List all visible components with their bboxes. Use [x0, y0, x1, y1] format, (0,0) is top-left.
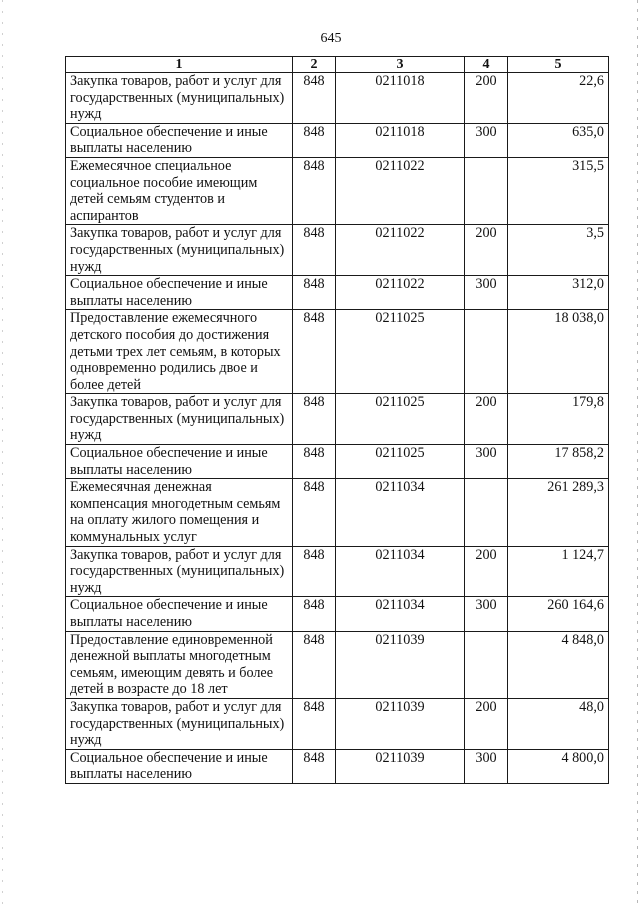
- cell-target-article: 0211034: [336, 479, 465, 546]
- cell-name: Закупка товаров, работ и услуг для государственных (муниципальных) нужд: [66, 698, 293, 749]
- table-row: [66, 631, 609, 698]
- cell-target-article: 0211039: [336, 631, 465, 698]
- cell-target-article: 0211022: [336, 225, 465, 276]
- cell-admin-code: 848: [293, 394, 336, 445]
- cell-expense-type: 300: [465, 445, 508, 479]
- cell-expense-type: [465, 479, 508, 546]
- cell-amount: 315,5: [508, 157, 609, 224]
- cell-expense-type: 300: [465, 276, 508, 310]
- cell-name: Закупка товаров, работ и услуг для государственных (муниципальных) нужд: [66, 546, 293, 597]
- header-col-4: 4: [465, 57, 508, 73]
- cell-target-article: 0211025: [336, 394, 465, 445]
- cell-name: Закупка товаров, работ и услуг для государственных (муниципальных) нужд: [66, 225, 293, 276]
- cell-name: Предоставление единовременной денежной выплаты многодетным семьям, имеющим девять и более детей в возрасте до 18 лет: [66, 631, 293, 698]
- table-row: [66, 157, 609, 224]
- cell-name: Предоставление ежемесячного детского пособия до достижения детьми трех лет семьям, в которых одновременно родились двое и более детей: [66, 310, 293, 394]
- cell-amount: 260 164,6: [508, 597, 609, 631]
- cell-expense-type: [465, 631, 508, 698]
- cell-admin-code: 848: [293, 479, 336, 546]
- cell-amount: 1 124,7: [508, 546, 609, 597]
- cell-admin-code: 848: [293, 310, 336, 394]
- cell-target-article: 0211018: [336, 73, 465, 124]
- cell-target-article: 0211022: [336, 157, 465, 224]
- header-col-3: 3: [336, 57, 465, 73]
- page-number: 645: [320, 31, 342, 46]
- cell-amount: 22,6: [508, 73, 609, 124]
- cell-amount: 3,5: [508, 225, 609, 276]
- table-row: [66, 394, 609, 445]
- cell-amount: 48,0: [508, 698, 609, 749]
- header-col-1: 1: [66, 57, 293, 73]
- table-row: [66, 310, 609, 394]
- table-row: [66, 479, 609, 546]
- cell-admin-code: 848: [293, 225, 336, 276]
- table-row: [66, 445, 609, 479]
- cell-admin-code: 848: [293, 631, 336, 698]
- cell-target-article: 0211039: [336, 698, 465, 749]
- cell-admin-code: 848: [293, 597, 336, 631]
- cell-admin-code: 848: [293, 698, 336, 749]
- cell-admin-code: 848: [293, 546, 336, 597]
- cell-name: Социальное обеспечение и иные выплаты населению: [66, 749, 293, 783]
- cell-amount: 4 848,0: [508, 631, 609, 698]
- cell-target-article: 0211018: [336, 123, 465, 157]
- budget-table: [65, 56, 609, 784]
- table-row: [66, 698, 609, 749]
- cell-admin-code: 848: [293, 276, 336, 310]
- cell-name: Закупка товаров, работ и услуг для государственных (муниципальных) нужд: [66, 73, 293, 124]
- table-row: [66, 597, 609, 631]
- cell-target-article: 0211034: [336, 597, 465, 631]
- cell-name: Социальное обеспечение и иные выплаты населению: [66, 445, 293, 479]
- cell-expense-type: 300: [465, 749, 508, 783]
- cell-admin-code: 848: [293, 749, 336, 783]
- table-row: [66, 546, 609, 597]
- header-col-2: 2: [293, 57, 336, 73]
- cell-target-article: 0211025: [336, 445, 465, 479]
- cell-name: Ежемесячная денежная компенсация многодетным семьям на оплату жилого помещения и коммунальных услуг: [66, 479, 293, 546]
- table-row: [66, 276, 609, 310]
- table-row: [66, 225, 609, 276]
- cell-amount: 312,0: [508, 276, 609, 310]
- cell-admin-code: 848: [293, 123, 336, 157]
- cell-target-article: 0211022: [336, 276, 465, 310]
- table-row: [66, 73, 609, 124]
- cell-admin-code: 848: [293, 73, 336, 124]
- cell-amount: 179,8: [508, 394, 609, 445]
- cell-amount: 18 038,0: [508, 310, 609, 394]
- table-row: [66, 123, 609, 157]
- cell-expense-type: 200: [465, 225, 508, 276]
- cell-amount: 261 289,3: [508, 479, 609, 546]
- table-row: [66, 749, 609, 783]
- cell-name: Социальное обеспечение и иные выплаты населению: [66, 123, 293, 157]
- cell-amount: 635,0: [508, 123, 609, 157]
- cell-name: Закупка товаров, работ и услуг для государственных (муниципальных) нужд: [66, 394, 293, 445]
- cell-admin-code: 848: [293, 445, 336, 479]
- cell-expense-type: 200: [465, 698, 508, 749]
- cell-expense-type: 200: [465, 546, 508, 597]
- header-row: [66, 57, 609, 73]
- cell-amount: 17 858,2: [508, 445, 609, 479]
- header-col-5: 5: [508, 57, 609, 73]
- cell-amount: 4 800,0: [508, 749, 609, 783]
- cell-target-article: 0211039: [336, 749, 465, 783]
- scan-edge-left: [2, 0, 3, 905]
- cell-target-article: 0211025: [336, 310, 465, 394]
- cell-expense-type: 300: [465, 123, 508, 157]
- cell-target-article: 0211034: [336, 546, 465, 597]
- scan-edge-right: [637, 0, 638, 905]
- cell-expense-type: 300: [465, 597, 508, 631]
- cell-name: Социальное обеспечение и иные выплаты населению: [66, 276, 293, 310]
- cell-expense-type: [465, 157, 508, 224]
- cell-expense-type: [465, 310, 508, 394]
- table-body: [66, 73, 609, 784]
- cell-admin-code: 848: [293, 157, 336, 224]
- cell-expense-type: 200: [465, 394, 508, 445]
- cell-expense-type: 200: [465, 73, 508, 124]
- cell-name: Социальное обеспечение и иные выплаты населению: [66, 597, 293, 631]
- cell-name: Ежемесячное специальное социальное пособие имеющим детей семьям студентов и аспирантов: [66, 157, 293, 224]
